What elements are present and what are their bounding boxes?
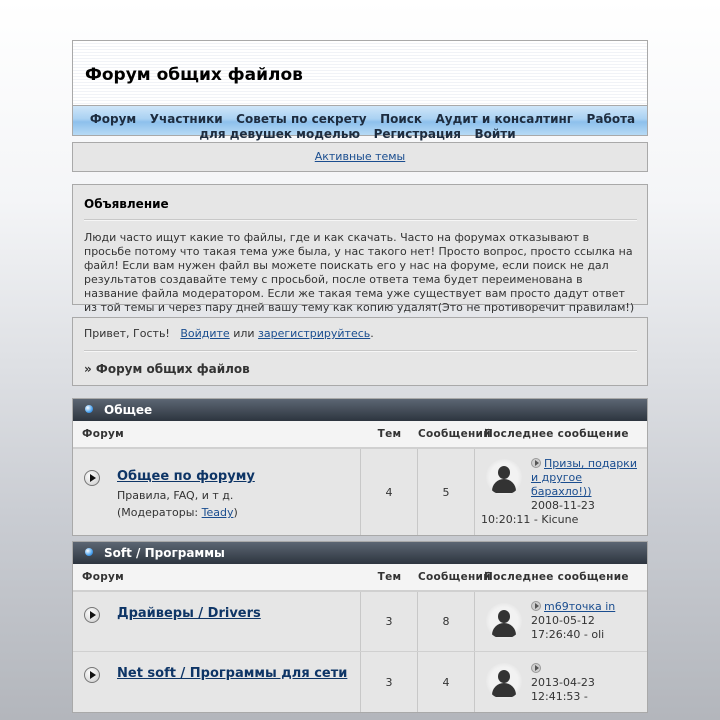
forum-cell [73,652,361,712]
breadcrumb: » Форум общих файлов [84,362,250,376]
page-wrapper [72,40,648,713]
topics-count: 3 [361,652,418,712]
last-post-line [531,457,641,499]
announcement-box [72,184,648,314]
topics-count: 4 [361,449,418,535]
forum-description [117,487,354,521]
nav-audit[interactable]: Аудит и консалтинг [435,112,574,126]
forum-status-icon [84,607,100,623]
nav-members[interactable]: Участники [149,112,223,126]
col-topics: Тем [377,428,402,440]
category-name: Soft / Программы [104,546,225,560]
forum-status-icon [84,667,100,683]
col-last-post: Последнее сообщение [484,571,629,583]
nav-forum[interactable]: Форум [89,112,137,126]
last-post-line [531,662,641,676]
moderator-link[interactable]: Teady [201,506,234,519]
guest-box [72,317,648,386]
topics-count: 3 [361,592,418,651]
forum-row [73,448,647,535]
nav-secret-tips[interactable]: Советы по секрету [236,112,367,126]
login-link[interactable]: Войдите [180,327,230,340]
col-forum: Форум [82,571,125,583]
forum-cell [73,592,361,651]
last-post-time-user: 17:26:40 - oli [531,628,605,641]
announcement-title: Объявление [84,197,169,211]
forum-cell [73,449,361,535]
last-post-date: 2013-04-23 [531,676,595,689]
col-last-post: Последнее сообщение [484,428,629,440]
main-nav [72,106,648,141]
category-name: Общее [104,403,153,417]
register-link[interactable]: зарегистрируйтесь [258,327,371,340]
last-post-link[interactable]: m69точка in [544,600,616,613]
col-topics: Тем [377,571,402,583]
go-to-post-icon[interactable] [531,601,541,611]
last-post-cell [475,449,647,535]
last-post-time-user: 12:41:53 - [531,690,588,703]
category-header[interactable] [73,542,647,564]
bullet-icon [85,548,93,556]
guest-greeting-line [84,327,637,340]
divider [84,350,637,352]
last-post-date: 2008-11-23 [531,499,595,512]
forum-row [73,651,647,712]
avatar[interactable] [486,603,522,639]
category-general [72,398,648,536]
avatar[interactable] [486,459,522,495]
category-header[interactable] [73,399,647,421]
moderators-line [117,504,354,521]
moderators-label: (Модераторы: [117,506,202,519]
last-post-cell [475,652,647,712]
last-post-time-user: 10:20:11 - Kicune [481,513,579,526]
active-topics-bar [72,142,648,172]
period: . [370,327,374,340]
forum-title-link[interactable]: Общее по форуму [117,469,255,484]
nav-register[interactable]: Регистрация [373,127,461,141]
forum-title-link[interactable]: Net soft / Программы для сети [117,666,348,681]
avatar[interactable] [486,663,522,699]
forum-status-icon [84,470,100,486]
announcement-text: Люди часто ищут какие то файлы, где и как скачать. Часто на форумах отказывают в просьбе потому что такая тема уже была, у нас такого нет! Просто вопрос, просто ссылка на файл! Если вам нужен файл вы можете поискать его у нас на форуме, если поиск не дал результатов создавайте тему с просьбой, после ответа тема будет переименована в название файла модератором. Если же такая тема уже существует вам просто дадут ответ из той темы и через пару дней вашу тему как копию удалят(Это не противоречит правилам!) [84,231,635,314]
nav-search[interactable]: Поиск [380,112,423,126]
site-title: Форум общих файлов [85,65,303,85]
or-text: или [233,327,255,340]
go-to-post-icon[interactable] [531,663,541,673]
moderators-close: ) [233,506,238,519]
last-post-date: 2010-05-12 [531,614,595,627]
site-header [72,40,648,106]
last-post-link[interactable]: Призы, подарки и другое барахло!)) [531,457,637,498]
nav-model-jobs[interactable]: Работа для девушек моделью [199,112,636,141]
column-headers [73,564,647,591]
go-to-post-icon[interactable] [531,458,541,468]
col-posts: Сообщений [418,571,491,583]
forum-row [73,591,647,651]
divider [84,219,637,221]
category-soft [72,541,648,713]
nav-login[interactable]: Войти [474,127,516,141]
bullet-icon [85,405,93,413]
col-posts: Сообщений [418,428,491,440]
guest-greeting: Привет, Гость! [84,327,170,340]
active-topics-link[interactable]: Активные темы [314,150,406,163]
posts-count: 8 [418,592,475,651]
forum-title-link[interactable]: Драйверы / Drivers [117,606,261,621]
forum-desc-text: Правила, FAQ, и т д. [117,489,234,502]
column-headers [73,421,647,448]
last-post-line [531,600,641,614]
last-post-cell [475,592,647,651]
posts-count: 4 [418,652,475,712]
posts-count: 5 [418,449,475,535]
col-forum: Форум [82,428,125,440]
